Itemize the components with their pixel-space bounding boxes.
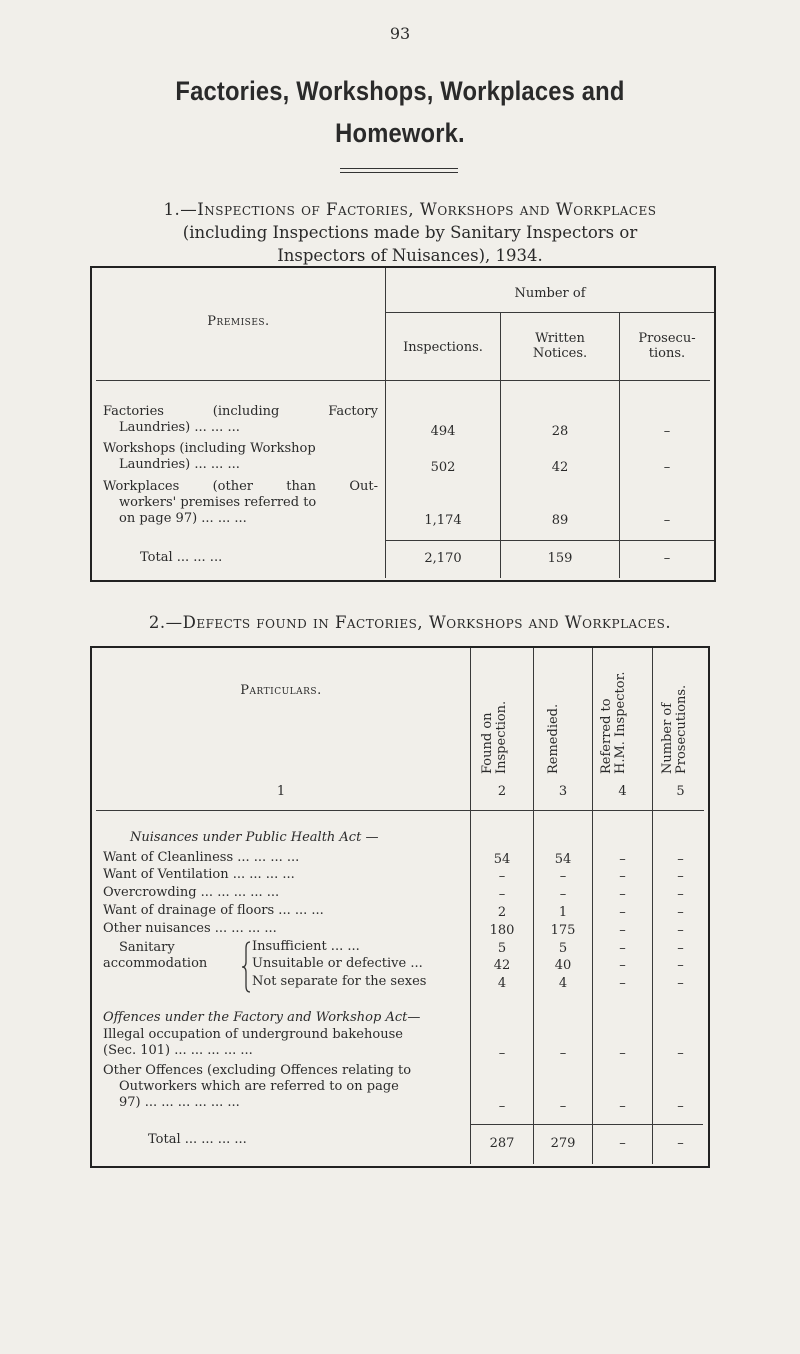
section1-heading <box>80 198 740 267</box>
t1-row-workshops-prosecutions: – <box>663 460 671 475</box>
t2-row-ventilation-prosecutions: – <box>677 869 684 884</box>
t2-row-other-offences-prosecutions: – <box>677 1099 684 1114</box>
t2-row-other-nuisances-found: 180 <box>489 923 515 938</box>
t1-subheader-rule <box>386 312 714 313</box>
t2-colnum-1: 1 <box>276 784 286 799</box>
t2-row-ventilation-found: – <box>498 869 506 884</box>
t2-header-found-on-inspection: Found on Inspection. <box>480 700 509 774</box>
t2-row-overcrowding-referred: – <box>619 887 626 902</box>
t2-row-overcrowding-found: – <box>498 887 506 902</box>
t2-row-other-nuisances-referred: – <box>619 923 626 938</box>
t2-row-drainage-referred: – <box>619 905 626 920</box>
t1-header-written-notices: Written Notices. <box>532 331 588 361</box>
t2-row-drainage-remedied: 1 <box>558 905 568 920</box>
t1-row-factories-label: Factories (including Factory Laundries) ... ... ... <box>103 404 378 435</box>
section1-heading-line-3: Inspectors of Nuisances), 1934. <box>277 246 543 265</box>
t2-row-insufficient-remedied: 5 <box>558 941 568 956</box>
t2-row-other-offences-referred: – <box>619 1099 626 1114</box>
t1-header-number-of: Number of <box>514 286 586 301</box>
t2-row-drainage-label: Want of drainage of floors ... ... ... <box>103 903 324 918</box>
t1-row-factories-prosecutions: – <box>663 424 671 439</box>
t2-colnum-4: 4 <box>618 784 627 799</box>
t2-header-referred: Referred to H.M. Inspector. <box>599 671 628 774</box>
t2-total-label: Total ... ... ... ... <box>148 1132 247 1147</box>
t1-row-workshops-inspections: 502 <box>430 460 456 475</box>
t2-row-other-offences-found: – <box>498 1099 506 1114</box>
t2-row-ventilation-remedied: – <box>559 869 567 884</box>
t2-row-unsuitable-found: 42 <box>493 958 511 973</box>
t1-header-premises: Premises. <box>207 314 270 329</box>
section1-heading-line-1: 1.—Inspections of Factories, Workshops and Workplaces <box>163 200 657 219</box>
t2-total-found: 287 <box>489 1136 515 1151</box>
t1-header-prosecutions: Prosecu- tions. <box>638 331 696 361</box>
section2-heading: 2.—Defects found in Factories, Workshops and Workplaces. <box>148 613 672 632</box>
title-divider <box>340 168 458 173</box>
t1-total-inspections: 2,170 <box>424 551 462 566</box>
t2-header-remedied: Remedied. <box>546 703 561 774</box>
title-line-1: Factories, Workshops, Workplaces and <box>175 76 625 106</box>
t2-colnum-5: 5 <box>676 784 685 799</box>
t2-row-overcrowding-label: Overcrowding ... ... ... ... ... <box>103 885 280 900</box>
t2-header-rule <box>96 810 704 811</box>
t2-row-not-separate-remedied: 4 <box>558 976 568 991</box>
t2-row-unsuitable-referred: – <box>619 958 626 973</box>
t2-row-cleanliness-found: 54 <box>493 852 511 867</box>
t2-row-not-separate-found: 4 <box>497 976 507 991</box>
t1-row-workplaces-notices: 89 <box>551 513 569 528</box>
t1-col-divider-premises <box>385 268 386 578</box>
t2-row-illegal-occupation-found: – <box>498 1046 506 1061</box>
t2-row-other-nuisances-remedied: 175 <box>550 923 576 938</box>
t1-total-label: Total ... ... ... <box>140 550 223 565</box>
t1-header-inspections: Inspections. <box>403 340 483 355</box>
t2-row-unsuitable-remedied: 40 <box>554 958 572 973</box>
t2-row-overcrowding-remedied: – <box>559 887 567 902</box>
t2-nuisances-heading: Nuisances under Public Health Act — <box>130 830 379 845</box>
section1-heading-line-2: (including Inspections made by Sanitary Inspectors or <box>182 223 638 242</box>
t2-row-drainage-found: 2 <box>497 905 507 920</box>
t2-row-insufficient-found: 5 <box>497 941 507 956</box>
page-number: 93 <box>389 24 411 43</box>
t1-row-workplaces-prosecutions: – <box>663 513 671 528</box>
t2-row-unsuitable-label: Unsuitable or defective ... <box>252 956 423 971</box>
title-line-2: Homework. <box>335 118 465 148</box>
t1-row-workshops-label: Workshops (including Workshop Laundries) ... ... ... <box>103 441 316 472</box>
t2-row-other-offences-remedied: – <box>559 1099 567 1114</box>
t2-offences-heading: Offences under the Factory and Workshop Act— <box>103 1010 421 1025</box>
t2-total-rule <box>471 1124 703 1125</box>
t2-row-ventilation-label: Want of Ventilation ... ... ... ... <box>103 867 295 882</box>
t2-row-other-offences-label: Other Offences (excluding Offences relating to Outworkers which are referred to on page 97) ... ... ... ... ... ... <box>103 1063 412 1110</box>
t2-total-referred: – <box>619 1136 626 1151</box>
t2-total-prosecutions: – <box>677 1136 684 1151</box>
t2-colnum-3: 3 <box>558 784 568 799</box>
t2-row-other-nuisances-prosecutions: – <box>677 923 684 938</box>
t1-row-factories-notices: 28 <box>551 424 569 439</box>
t2-header-particulars: Particulars. <box>240 683 322 698</box>
t2-total-remedied: 279 <box>550 1136 576 1151</box>
t2-colnum-2: 2 <box>497 784 507 799</box>
t2-header-number-of-prosecutions: Number of Prosecutions. <box>660 684 689 774</box>
t2-row-insufficient-referred: – <box>619 941 626 956</box>
t2-row-cleanliness-remedied: 54 <box>554 852 572 867</box>
t1-row-factories-inspections: 494 <box>430 424 456 439</box>
page-title <box>101 70 699 154</box>
t1-total-notices: 159 <box>547 551 573 566</box>
t2-row-cleanliness-prosecutions: – <box>677 852 684 867</box>
t2-row-insufficient-prosecutions: – <box>677 941 684 956</box>
t2-row-illegal-occupation-label: Illegal occupation of underground bakehouse (Sec. 101) ... ... ... ... ... <box>103 1027 403 1058</box>
t2-row-overcrowding-prosecutions: – <box>677 887 684 902</box>
t2-row-other-nuisances-label: Other nuisances ... ... ... ... <box>103 921 277 936</box>
t2-sanitary-label: Sanitary accommodation <box>103 940 208 971</box>
t2-row-cleanliness-referred: – <box>619 852 626 867</box>
t2-row-illegal-occupation-referred: – <box>619 1046 626 1061</box>
t1-total-prosecutions: – <box>663 551 671 566</box>
t2-row-unsuitable-prosecutions: – <box>677 958 684 973</box>
t1-row-workplaces-inspections: 1,174 <box>424 513 462 528</box>
t2-row-illegal-occupation-prosecutions: – <box>677 1046 684 1061</box>
t1-header-rule <box>96 380 710 381</box>
t2-row-ventilation-referred: – <box>619 869 626 884</box>
t2-row-not-separate-referred: – <box>619 976 626 991</box>
t1-total-rule <box>386 540 714 541</box>
t2-row-not-separate-label: Not separate for the sexes <box>252 974 427 989</box>
t1-row-workshops-notices: 42 <box>551 460 569 475</box>
t2-row-drainage-prosecutions: – <box>677 905 684 920</box>
t2-row-insufficient-label: Insufficient ... ... <box>252 939 360 954</box>
t2-row-not-separate-prosecutions: – <box>677 976 684 991</box>
t1-row-workplaces-label: Workplaces (other than Out- workers' premises referred to on page 97) ... ... ... <box>103 479 378 526</box>
t2-row-cleanliness-label: Want of Cleanliness ... ... ... ... <box>103 850 300 865</box>
t2-row-illegal-occupation-remedied: – <box>559 1046 567 1061</box>
